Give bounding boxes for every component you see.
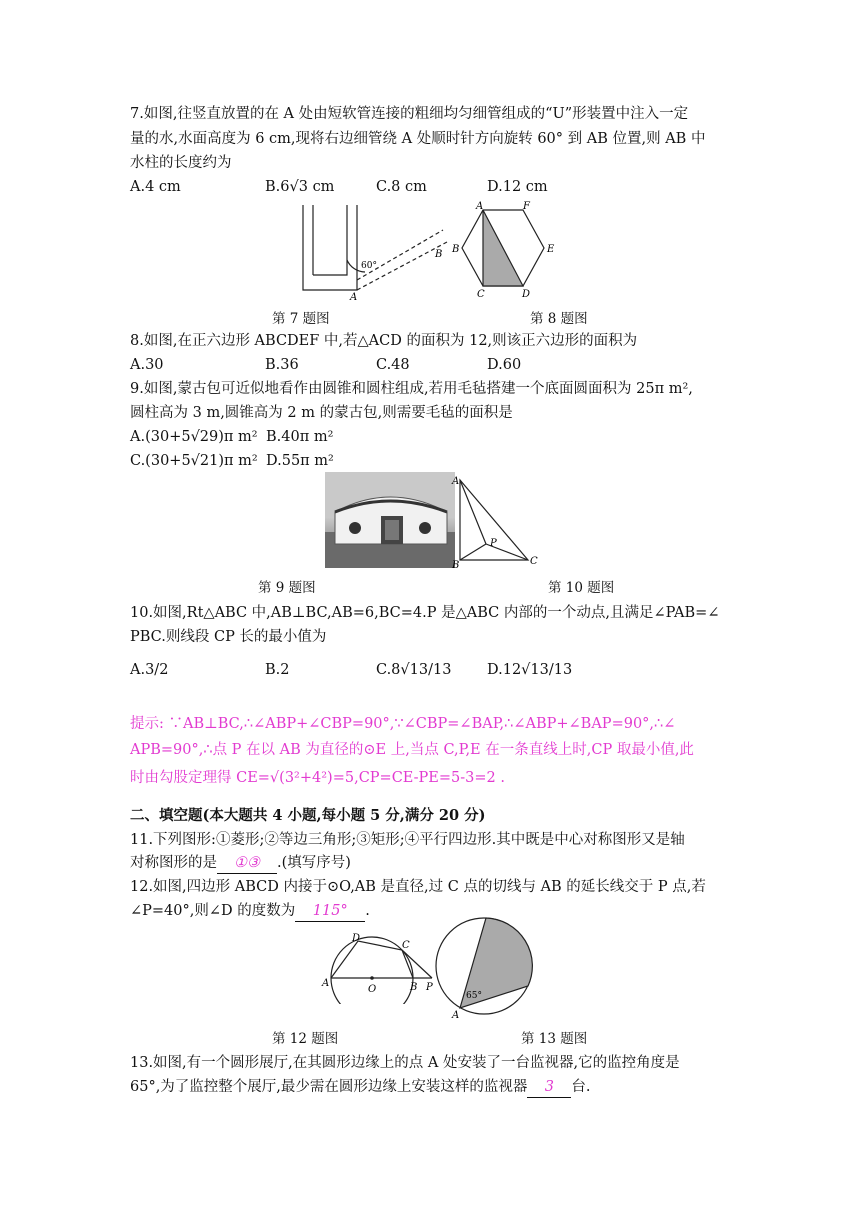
- q7-figure: [295, 200, 455, 305]
- q8-label-c: C: [477, 289, 485, 300]
- q12-label-d: D: [352, 933, 361, 944]
- q12-line1: 12.如图,四边形 ABCD 内接于⊙O,AB 是直径,过 C 点的切线与 AB 的延长线交于 P 点,若: [130, 879, 706, 895]
- q13-line2-post: 台.: [571, 1079, 591, 1095]
- q13-figure: [430, 912, 540, 1022]
- q7-line2: 量的水,水面高度为 6 cm,现将右边细管绕 A 处顺时针方向旋转 60° 到 AB 位置,则 AB 中: [130, 131, 706, 147]
- q9-line2: 圆柱高为 3 m,圆锥高为 2 m 的蒙古包,则需要毛毡的面积是: [130, 405, 513, 421]
- q9-option-a: A.(30+5√29)π m²: [130, 429, 258, 445]
- q12-label-o: O: [368, 984, 377, 995]
- q13-line1: 13.如图,有一个圆形展厅,在其圆形边缘上的点 A 处安装了一台监视器,它的监控角度是: [130, 1055, 680, 1071]
- q10-option-c: C.8√13/13: [376, 662, 452, 678]
- q8-text: 8.如图,在正六边形 ABCDEF 中,若△ACD 的面积为 12,则该正六边形的面积为: [130, 333, 638, 349]
- q10-option-d: D.12√13/13: [487, 662, 573, 678]
- q11-line1: 11.下列图形:①菱形;②等边三角形;③矩形;④平行四边形.其中既是中心对称图形又是轴: [130, 832, 685, 848]
- q10-caption: 第 10 题图: [548, 580, 615, 596]
- q9-line1: 9.如图,蒙古包可近似地看作由圆锥和圆柱组成,若用毛毡搭建一个底面圆面积为 25π m²,: [130, 381, 693, 397]
- q10-label-c: C: [530, 556, 538, 567]
- q13-angle-label: 65°: [466, 991, 482, 1001]
- q8-option-c: C.48: [376, 357, 410, 373]
- q7-line1: 7.如图,往竖直放置的在 A 处由短软管连接的粗细均匀细管组成的“U”形装置中注入一定: [130, 106, 689, 122]
- q8-label-b: B: [452, 244, 460, 255]
- q8-label-f: F: [523, 201, 530, 212]
- q7-option-b: B.6√3 cm: [265, 179, 335, 195]
- q12-line2: [130, 901, 370, 922]
- q9-option-d: D.55π m²: [266, 453, 334, 469]
- q9-yurt-photo: [325, 472, 455, 568]
- q12-label-c: C: [402, 940, 410, 951]
- q10-hint-line3: 时由勾股定理得 CE=√(3²+4²)=5,CP=CE-PE=5-3=2 .: [130, 770, 505, 786]
- q8-label-e: E: [547, 244, 555, 255]
- q10-line1: 10.如图,Rt△ABC 中,AB⊥BC,AB=6,BC=4.P 是△ABC 内部的一个动点,且满足∠PAB=∠: [130, 605, 720, 621]
- q12-caption: 第 12 题图: [272, 1031, 339, 1047]
- q11-line2-pre: 对称图形的是: [130, 855, 217, 871]
- q12-answer: 115°: [295, 901, 365, 922]
- q7-option-d: D.12 cm: [487, 179, 548, 195]
- q8-option-a: A.30: [130, 357, 164, 373]
- section-2-heading: 二、填空题(本大题共 4 小题,每小题 5 分,满分 20 分): [130, 807, 486, 824]
- q8-caption: 第 8 题图: [530, 311, 588, 327]
- q7-label-b: B: [435, 249, 443, 260]
- q8-label-a: A: [476, 201, 484, 212]
- q12-line2-post: .: [365, 903, 370, 919]
- q10-hint-line1: 提示: ∵AB⊥BC,∴∠ABP+∠CBP=90°,∵∠CBP=∠BAP,∴∠ABP+∠BAP=90°,∴∠: [130, 716, 676, 732]
- q7-option-a: A.4 cm: [130, 179, 181, 195]
- q10-option-a: A.3/2: [130, 662, 169, 678]
- q13-label-a: A: [452, 1010, 460, 1021]
- q11-answer: ①③: [217, 853, 277, 874]
- q13-answer: 3: [527, 1077, 571, 1098]
- q11-line2-post: .(填写序号): [277, 855, 351, 871]
- q7-angle-label: 60°: [361, 261, 377, 271]
- q9-option-b: B.40π m²: [266, 429, 334, 445]
- q12-line2-pre: ∠P=40°,则∠D 的度数为: [130, 903, 296, 919]
- q10-hint-line2: APB=90°,∴点 P 在以 AB 为直径的⊙E 上,当点 C,P,E 在一条直线上时,CP 取最小值,此: [130, 742, 694, 758]
- q10-line2: PBC.则线段 CP 长的最小值为: [130, 629, 327, 645]
- q8-option-b: B.36: [265, 357, 299, 373]
- q9-option-c: C.(30+5√21)π m²: [130, 453, 258, 469]
- q12-label-a: A: [322, 978, 330, 989]
- q7-option-c: C.8 cm: [376, 179, 427, 195]
- q10-label-p: P: [490, 538, 497, 549]
- q12-label-b: B: [410, 982, 418, 993]
- q7-caption: 第 7 题图: [272, 311, 330, 327]
- q7-label-a: A: [350, 292, 358, 303]
- q8-figure: [447, 198, 562, 302]
- q10-label-a: A: [452, 476, 460, 487]
- q10-figure: [450, 472, 545, 572]
- q12-label-p: P: [426, 982, 433, 993]
- q13-caption: 第 13 题图: [521, 1031, 588, 1047]
- q11-line2: [130, 853, 351, 874]
- q12-figure: [320, 932, 440, 1004]
- q9-caption: 第 9 题图: [258, 580, 316, 596]
- q13-line2-pre: 65°,为了监控整个展厅,最少需在圆形边缘上安装这样的监视器: [130, 1079, 528, 1095]
- q8-option-d: D.60: [487, 357, 522, 373]
- q8-label-d: D: [522, 289, 531, 300]
- q10-label-b: B: [452, 560, 460, 571]
- q13-line2: [130, 1077, 591, 1098]
- q10-option-b: B.2: [265, 662, 290, 678]
- q7-line3: 水柱的长度约为: [130, 155, 232, 171]
